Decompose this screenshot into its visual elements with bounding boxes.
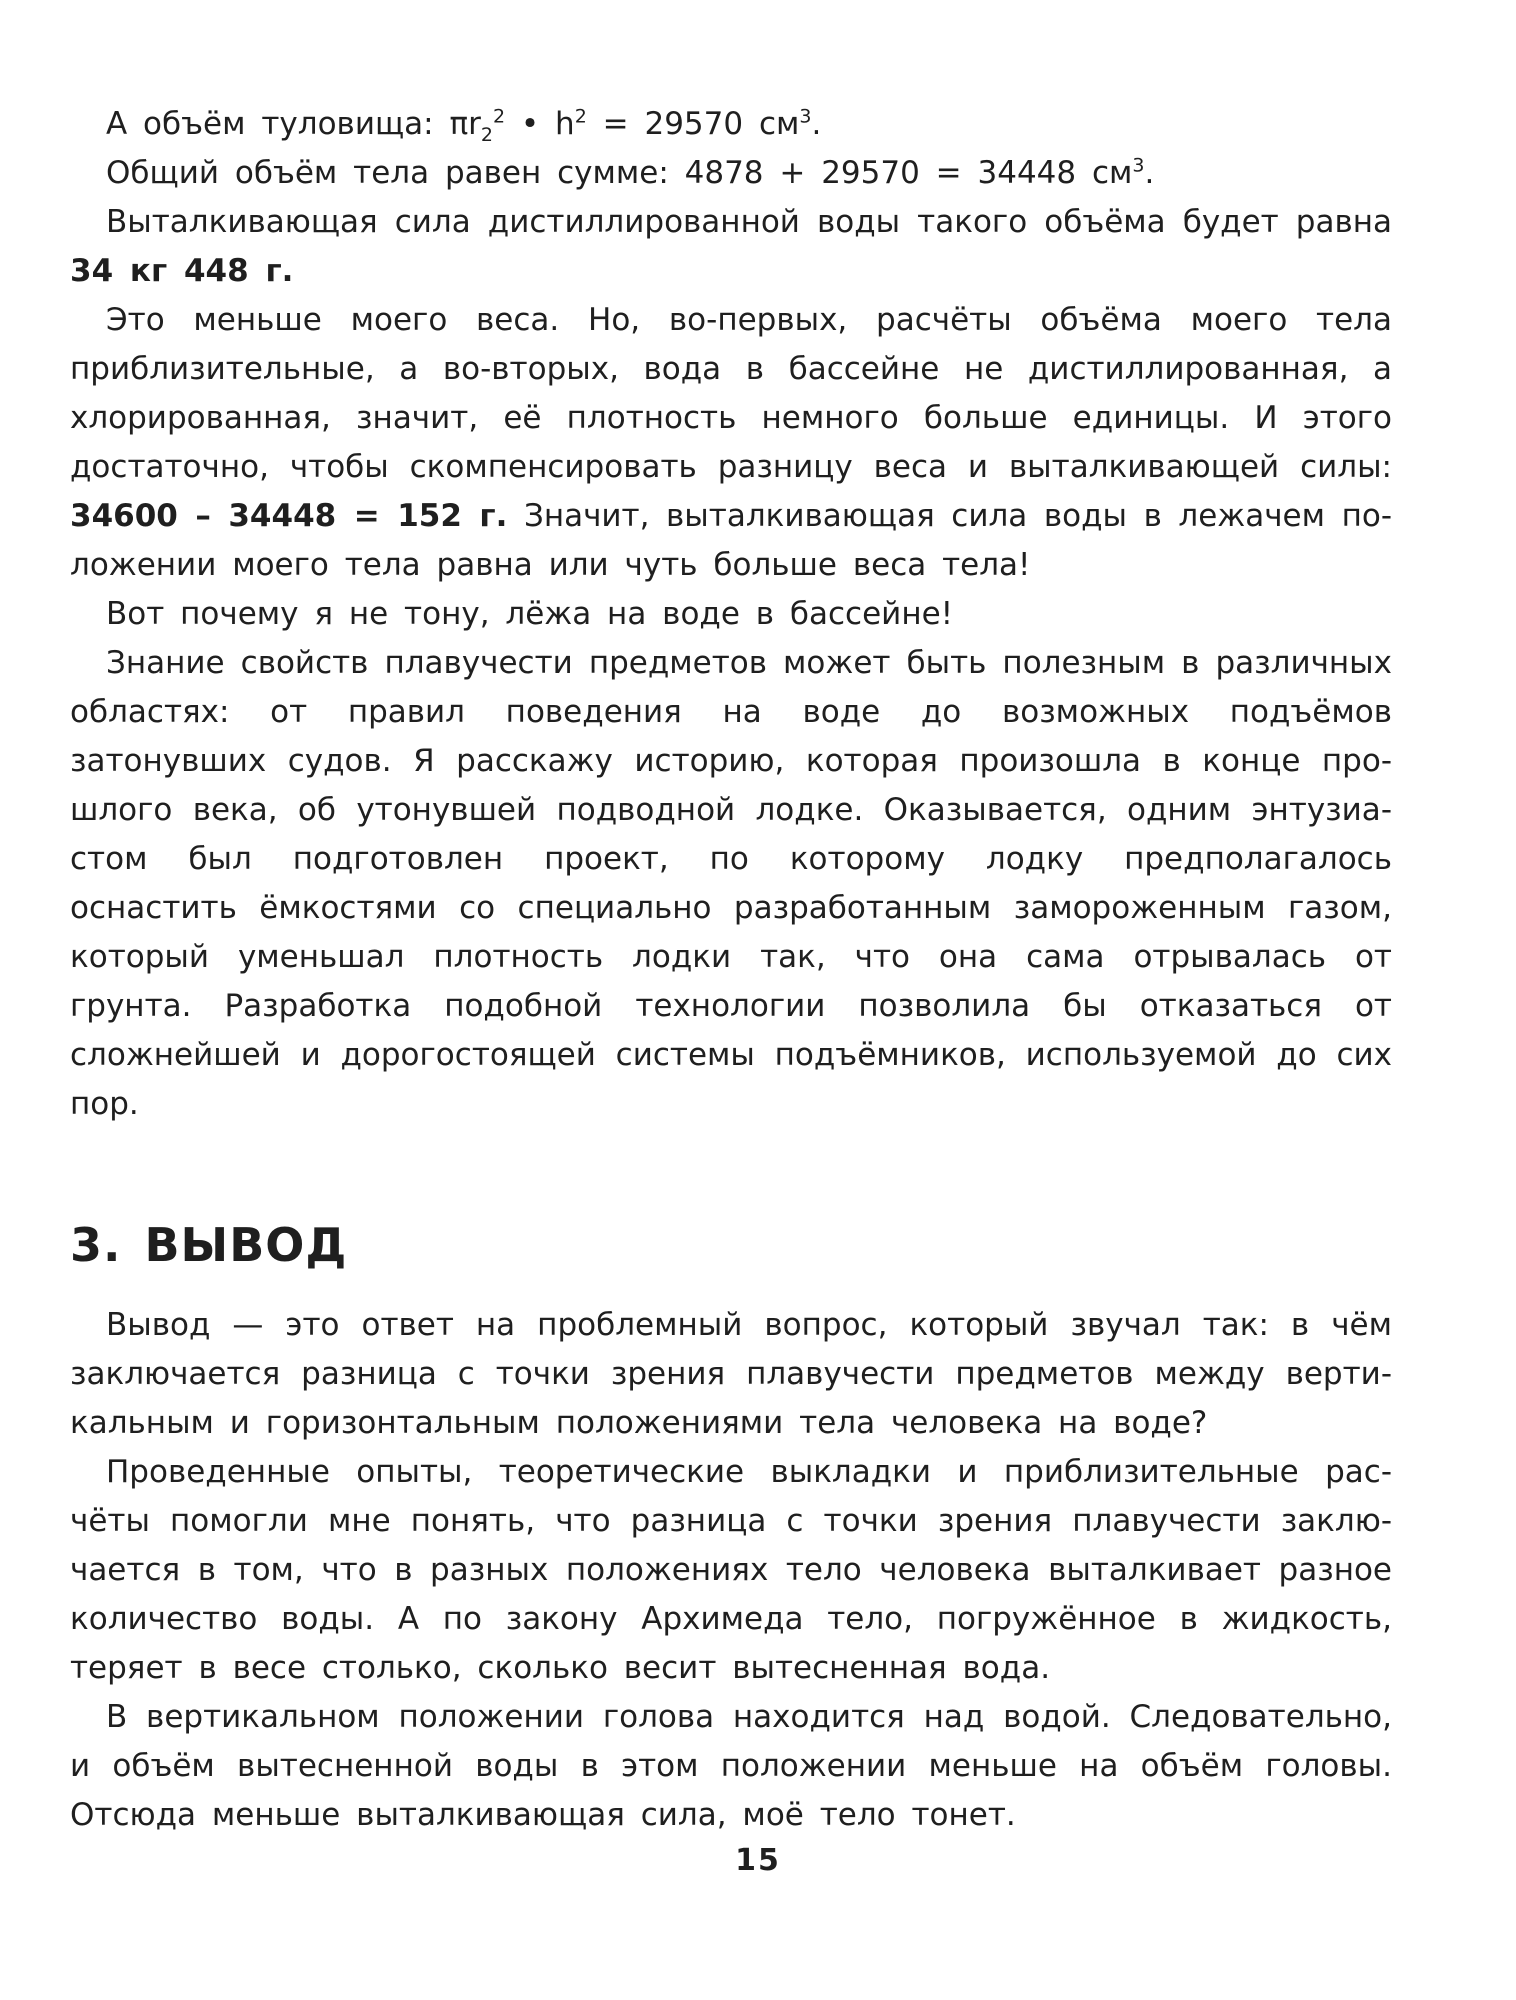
submarine-story-paragraph: Знание свойств плавучести предметов может быть полезным в различных областях: от правил поведения на воде до возможных подъёмов затонувших судов. Я расскажу историю, которая произошла в конце прошлого века, об утонувшей подводной лодке. Оказывается, одним энтузиастом был подготовлен проект, по которому лодку предполагалось оснастить ёмкостями со специально разработанным замороженным газом, который уменьшал плотность лодки так, что она сама отрывалась от грунта. Разработка подобной технологии позволила бы отказаться от сложнейшей и дорогостоящей системы подъёмников, используемой до сих пор. (70, 645, 1392, 1122)
weight-comparison-conclusion: Значит, выталкивающая сила воды в лежачем положении моего тела равна или чуть больше веса тела! (70, 498, 1392, 583)
cubic-superscript: 3 (799, 105, 812, 128)
torso-volume-formula (70, 100, 1392, 149)
why-not-sinking-paragraph: Вот почему я не тону, лёжа на воде в бассейне! (106, 596, 954, 632)
page-content (70, 100, 1392, 1840)
weight-difference-formula: 34600 – 34448 = 152 г. (70, 498, 508, 534)
radius-superscript: 2 (492, 105, 506, 128)
multiply-bullet: • h (505, 106, 575, 142)
torso-volume-prefix: А объём туловища: πr (106, 106, 481, 142)
torso-volume-end: . (811, 106, 822, 142)
conclusion-final-paragraph: В вертикальном положении голова находится над водой. Следовательно, и объём вытесненной воды в этом положении меньше на объём головы. Отсюда меньше выталкивающая сила, моё тело тонет. (70, 1699, 1392, 1833)
page-number: 15 (735, 1843, 781, 1878)
section-heading: 3. ВЫВОД (70, 1218, 348, 1272)
total-volume-text: Общий объём тела равен сумме: 4878 + 29570 = 34448 см (106, 155, 1133, 191)
total-volume-superscript: 3 (1132, 154, 1145, 177)
torso-volume-result: = 29570 см (586, 106, 800, 142)
radius-subscript: 2 (480, 124, 493, 147)
buoyant-force-paragraph (70, 198, 1392, 296)
total-volume-end: . (1144, 155, 1155, 191)
buoyant-force-value: 34 кг 448 г. (70, 253, 294, 289)
total-volume-sentence (70, 149, 1392, 198)
weight-comparison-text: Это меньше моего веса. Но, во-первых, расчёты объёма моего тела приблизительные, а во-вторых, вода в бассейне не дистиллированная, а хлорированная, значит, её плотность немного больше единицы. И этого достаточно, чтобы скомпенсировать разницу веса и выталкивающей силы: (70, 302, 1392, 485)
buoyant-force-text: Выталкивающая сила дистиллированной воды такого объёма будет равна (106, 204, 1392, 240)
conclusion-explanation-paragraph: Проведенные опыты, теоретические выкладки и приблизительные расчёты помогли мне понять, что разница с точки зрения плавучести заключается в том, что в разных положениях тело человека выталкивает разное количество воды. А по закону Архимеда тело, погружённое в жидкость, теряет в весе столько, сколько весит вытесненная вода. (70, 1454, 1392, 1686)
weight-comparison-paragraph (70, 296, 1392, 590)
conclusion-question-paragraph: Вывод — это ответ на проблемный вопрос, который звучал так: в чём заключается разница с точки зрения плавучести предметов между вертикальным и горизонтальным положениями тела человека на воде? (70, 1307, 1392, 1441)
height-superscript: 2 (574, 105, 587, 128)
